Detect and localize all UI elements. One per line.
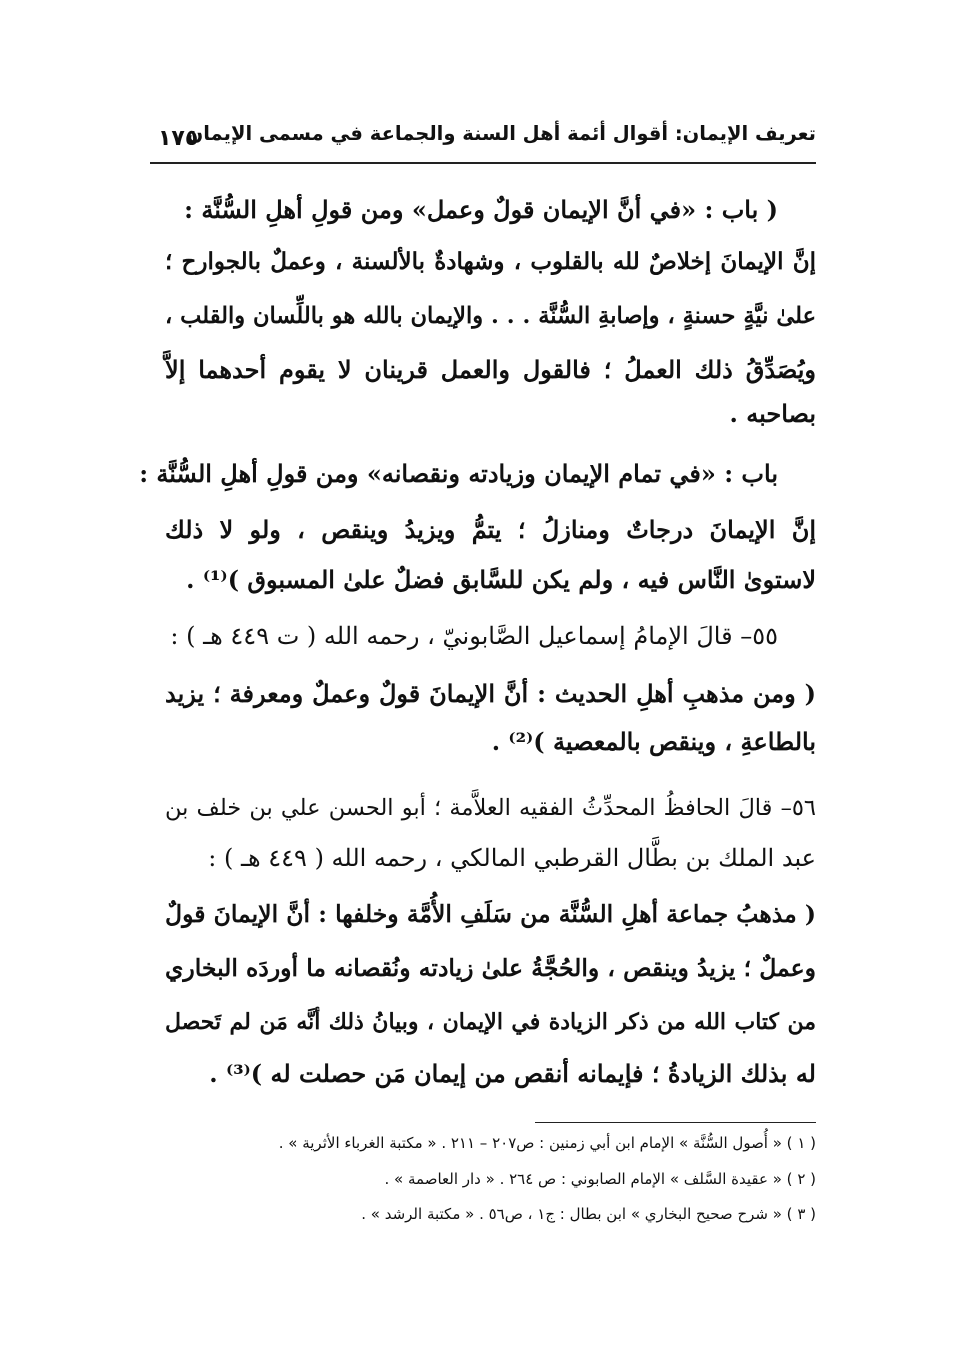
body-line: لاستوىٰ النَّاس فيه ، ولم يكن للسَّابق فضلٌ علىٰ المسبوق )⁽¹⁾ . (186, 565, 816, 594)
body-line: إنَّ الإيمانَ درجاتٌ ومنازلُ ؛ يتمُّ ويزيدُ وينقص ، ولو لا ذلك (165, 515, 816, 544)
running-title: تعريف الإيمان: أقوال أئمة أهل السنة والجماعة في مسمى الإيمان (186, 122, 816, 145)
body-line: ( مذهبُ جماعة أهلِ السُّنَّة من سَلَفِ الأُمَّة وخلفها : أنَّ الإيمانَ قولٌ (165, 900, 816, 928)
footnote: ( ٢ ) « عقيدة السَّلف » الإمام الصابوني : ص ٢٦٤ . « دار العاصمة » . (384, 1170, 816, 1188)
footnote: ( ١ ) « أُصول السُّنَّة » الإمام ابن أبي زمنين : ص٢٠٧ – ٢١١ . « مكتبة الغرباء الأثرية » . (278, 1134, 816, 1152)
body-line: علىٰ نيَّةٍ حسنةٍ ، وإصابةِ السُّنَّة . . . والإيمان بالله هو باللِّسان والقلب ، (165, 303, 816, 329)
body-line: ٥٥– قالَ الإمامُ إسماعيل الصَّابونيّ ، رحمه الله ( ت ٤٤٩ هـ ) : (170, 622, 778, 650)
body-line: بصاحبه . (729, 399, 816, 428)
body-line: باب : «في تمام الإيمان وزيادته ونقصانه» ومن قولِ أهلِ السُّنَّة : (139, 459, 778, 488)
page-number: ١٧٥ (158, 126, 199, 151)
body-line: ويُصَدِّقُ ذلك العملُ ؛ فالقول والعمل قرينان لا يقوم أحدهما إلاَّ (165, 355, 816, 384)
body-line: عبد الملك بن بطَّال القرطبي المالكي ، رحمه الله ( ٤٤٩ هـ ) : (208, 844, 816, 872)
body-line: إنَّ الإيمانَ إخلاصٌ لله بالقلوب ، وشهادةٌ بالألسنة ، وعملٌ بالجوارح ؛ (165, 248, 816, 275)
body-line: له بذلك الزيادةُ ؛ فإيمانه أنقص من إيمان مَن حصلت له )⁽³⁾ . (209, 1059, 816, 1088)
body-line: ٥٦– قالَ الحافظُ المحدِّثُ الفقيه العلاَّمة ؛ أبو الحسن علي بن خلف بن (165, 795, 816, 821)
footnote: ( ٣ ) « شرح صحيح البخاري » ابن بطال : ج١ ، ص٥٦ . « مكتبة الرشد » . (361, 1205, 816, 1223)
footnote-separator (535, 1122, 816, 1123)
body-line: بالطاعةِ ، وينقص بالمعصية )⁽²⁾ . (491, 727, 816, 756)
body-line: ( باب : «في أنَّ الإيمان قولٌ وعمل» ومن قولِ أهلِ السُّنَّة : (184, 195, 778, 224)
body-line: ( ومن مذهبِ أهلِ الحديث : أنَّ الإيمانَ قولٌ وعملٌ ومعرفة ؛ يزيد (165, 679, 816, 708)
body-line: من كتاب الله من ذكر الزيادة في الإيمان ، وبيانُ ذلك أنَّه مَن لم تَحصل (165, 1009, 816, 1035)
page-header (150, 118, 816, 164)
body-line: وعملٌ ؛ يزيدُ وينقص ، والحُجَّةُ علىٰ زيادته ونُقصانه ما أوردَه البخاري (165, 954, 816, 982)
